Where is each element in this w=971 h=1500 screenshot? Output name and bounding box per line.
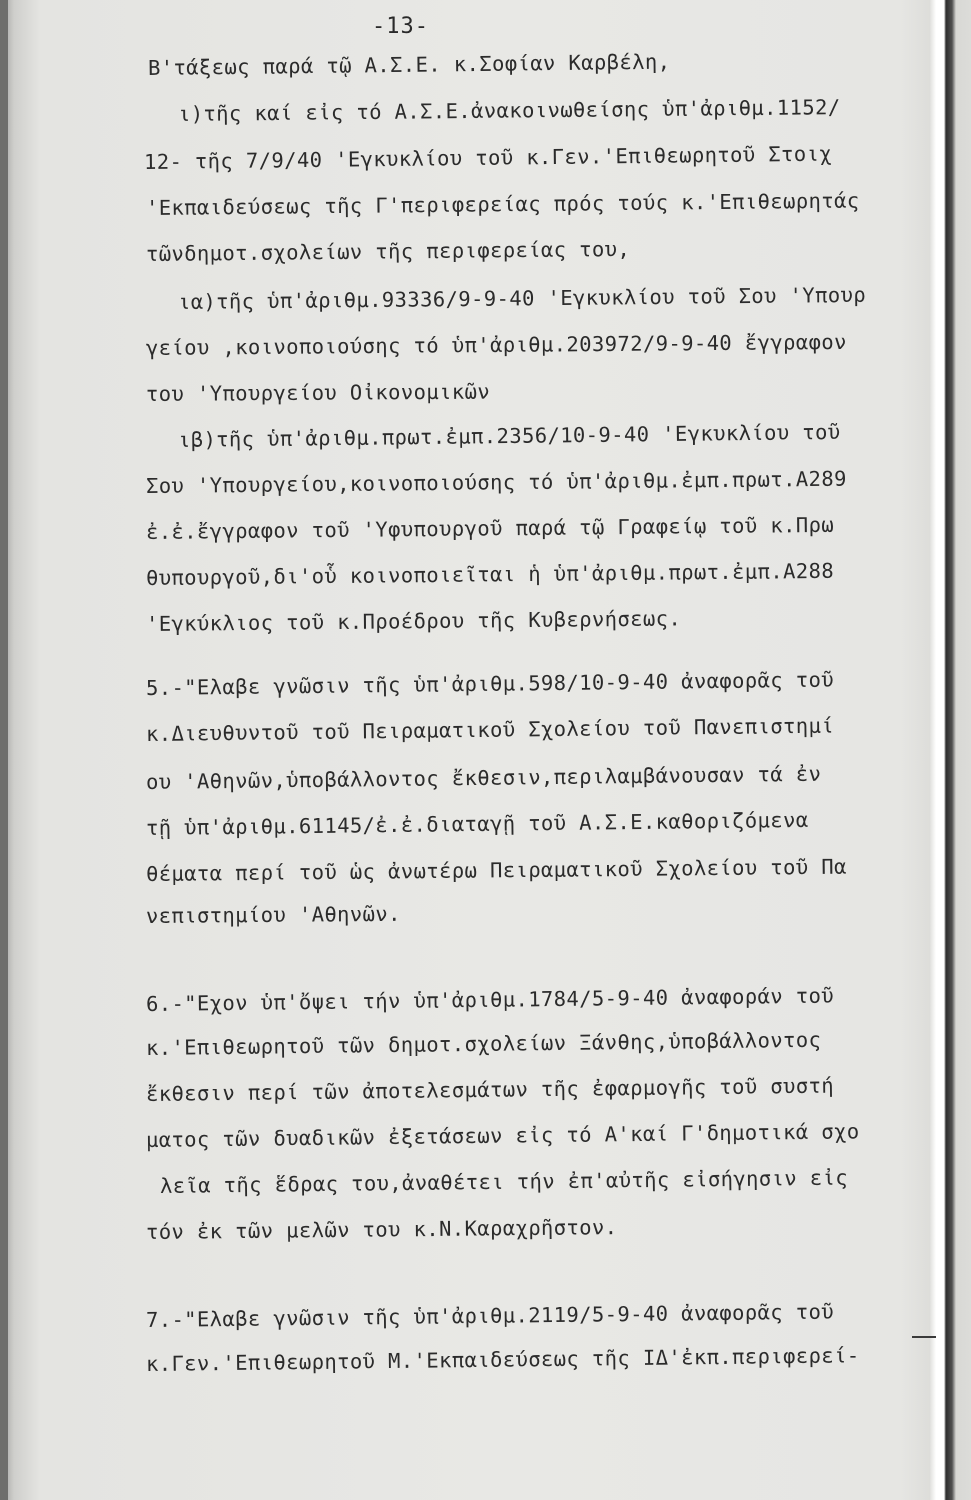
text-line: 'Εκπαιδεύσεως τῆς Γ'περιφερείας πρός τούς κ.'Επιθεωρητάς (145, 188, 860, 220)
text-line: τόν ἐκ τῶν μελῶν του κ.Ν.Καραχρῆστον. (145, 1215, 618, 1244)
text-line: Β'τάξεως παρά τῷ Α.Σ.Ε. κ.Σοφίαν Καρβέλη, (147, 49, 671, 80)
text-line: Σου 'Υπουργείου,κοινοποιούσης τό ὑπ'ἀριθμ.ἐμπ.πρωτ.Α289 (145, 466, 847, 498)
text-line: 'Εγκύκλιος τοῦ κ.Προέδρου τῆς Κυβερνήσεως. (145, 606, 682, 636)
text-line: κ.Γεν.'Επιθεωρητοῦ Μ.'Εκπαιδεύσεως τῆς ΙΔ'ἐκπ.περιφερεί- (145, 1343, 860, 1376)
text-line: γείου ,κοινοποιούσης τό ὑπ'ἀριθμ.203972/9-9-40 ἔγγραφον (145, 329, 847, 360)
page-left-shadow (0, 0, 8, 1500)
text-line: νεπιστημίου 'Αθηνῶν. (145, 901, 401, 928)
text-line: ματος τῶν δυαδικῶν ἐξετάσεων εἰς τό Α'καί Γ'δημοτικά σχο (145, 1119, 860, 1152)
text-line: 6.-"Εχον ὑπ'ὄψει τήν ὑπ'ἀριθμ.1784/5-9-40 ἀναφοράν τοῦ (145, 983, 835, 1016)
text-line: θέματα περί τοῦ ὡς ἀνωτέρω Πειραματικοῦ Σχολείου τοῦ Πα (145, 854, 847, 886)
page-number: -13- (372, 14, 429, 39)
text-line: κ.Διευθυντοῦ τοῦ Πειραματικοῦ Σχολείου τοῦ Πανεπιστημί (145, 713, 835, 746)
page-right-edge (930, 0, 971, 1500)
text-line: τῇ ὑπ'ἀριθμ.61145/ἐ.ἐ.διαταγῇ τοῦ Α.Σ.Ε.καθοριζόμενα (145, 807, 809, 840)
text-line: του 'Υπουργείου Οἰκονομικῶν (145, 379, 491, 406)
text-line: τῶνδημοτ.σχολείων τῆς περιφερείας του, (145, 236, 631, 266)
text-line: ιβ)τῆς ὑπ'ἀριθμ.πρωτ.ἐμπ.2356/10-9-40 'Εγκυκλίου τοῦ (177, 419, 841, 452)
text-line: 7.-"Ελαβε γνῶσιν τῆς ὑπ'ἀριθμ.2119/5-9-40 ἀναφορᾶς τοῦ (145, 1299, 835, 1332)
text-line: ι)τῆς καί εἰς τό Α.Σ.Ε.ἀνακοινωθείσης ὑπ'ἀριθμ.1152/ (177, 95, 841, 126)
margin-tick-mark (912, 1336, 936, 1338)
text-line: κ.'Επιθεωρητοῦ τῶν δημοτ.σχολείων Ξάνθης,ὑποβάλλοντος (145, 1027, 822, 1060)
text-line: 5.-"Ελαβε γνῶσιν τῆς ὑπ'ἀριθμ.598/10-9-40 ἀναφορᾶς τοῦ (145, 667, 835, 700)
text-line: 12- τῆς 7/9/40 'Εγκυκλίου τοῦ κ.Γεν.'Επιθεωρητοῦ Στοιχ (143, 141, 833, 174)
text-line: θυπουργοῦ,δι'οὗ κοινοποιεῖται ἡ ὑπ'ἀριθμ.πρωτ.ἐμπ.Α288 (145, 558, 835, 590)
text-line: λεῖα τῆς ἕδρας του,ἀναθέτει τήν ἐπ'αὐτῆς εἰσήγησιν εἰς (159, 1165, 849, 1198)
text-line: ἐ.ἐ.ἔγγραφον τοῦ 'Υφυπουργοῦ παρά τῷ Γραφείῳ τοῦ κ.Πρω (145, 512, 835, 544)
text-line: ια)τῆς ὑπ'ἀριθμ.93336/9-9-40 'Εγκυκλίου τοῦ Σου 'Υπουρ (177, 282, 867, 314)
text-line: ἔκθεσιν περί τῶν ἀποτελεσμάτων τῆς ἐφαρμογῆς τοῦ συστή (145, 1073, 835, 1106)
text-line: ου 'Αθηνῶν,ὑποβάλλοντος ἔκθεσιν,περιλαμβάνουσαν τά ἐν (145, 761, 822, 794)
